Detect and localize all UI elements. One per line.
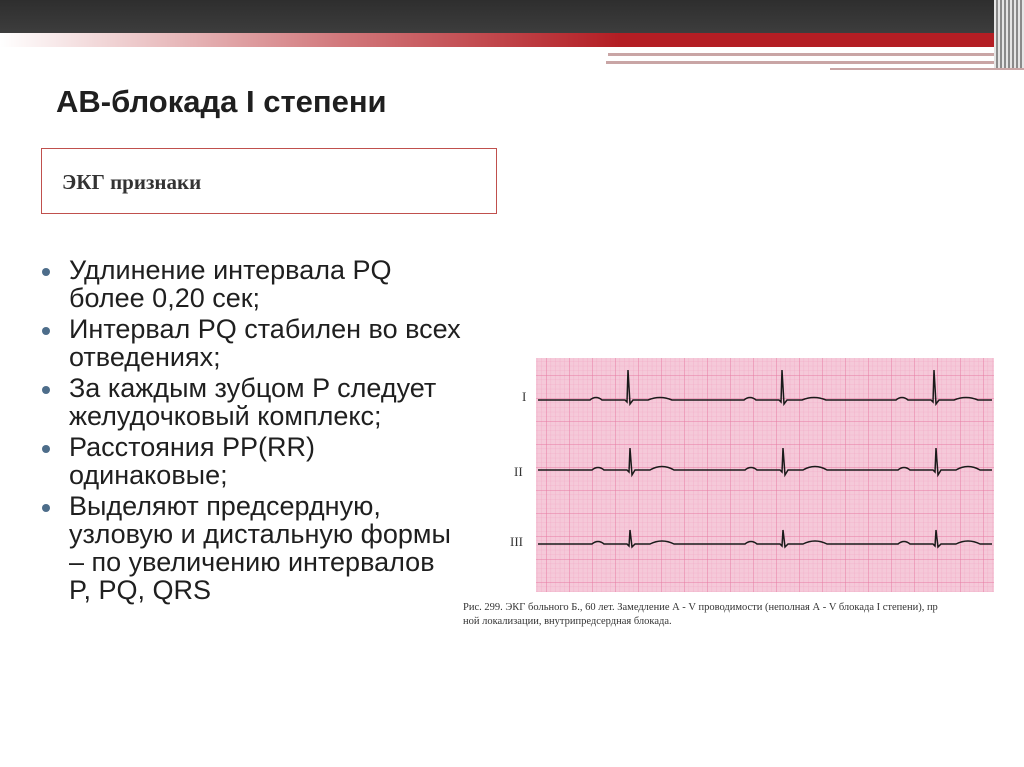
ecg-lead-label: I [522, 389, 527, 404]
bullet-list [42, 256, 462, 607]
ecg-grid-lines [536, 358, 994, 592]
subtitle-box [41, 148, 497, 214]
header-edge-lines [994, 0, 1024, 68]
ecg-figure [500, 352, 1020, 602]
bullet-text: Расстояния PP(RR) одинаковые; [69, 432, 315, 490]
bullet-dot-icon [42, 445, 50, 453]
bullet-dot-icon [42, 386, 50, 394]
subtitle-label: ЭКГ признаки [62, 170, 202, 194]
header-stripe-3 [830, 68, 1024, 70]
bullet-item [42, 374, 462, 430]
header-bar [0, 0, 1024, 33]
header-stripe-1 [608, 53, 1024, 56]
ecg-lead-label: II [514, 464, 523, 479]
bullet-text: За каждым зубцом P следует желудочковый комплекс; [69, 373, 437, 431]
bullet-item [42, 256, 462, 312]
header-stripe-2 [606, 61, 1024, 64]
bullet-item [42, 433, 462, 489]
bullet-text: Выделяют предсердную, узловую и дистальную формы – по увеличению интервалов P, PQ, QRS [69, 491, 451, 605]
ecg-caption: Рис. 299. ЭКГ больного Б., 60 лет. Замедление А - V проводимости (неполная А - V блокада I степени), пр ной локализации, внутрипредсердная блокада. [463, 602, 938, 627]
page-title: АВ-блокада I степени [56, 84, 387, 119]
bullet-dot-icon [42, 268, 50, 276]
bullet-text: Удлинение интервала PQ более 0,20 сек; [69, 255, 392, 313]
header-accent-fade [0, 33, 620, 47]
bullet-item [42, 492, 462, 604]
bullet-dot-icon [42, 504, 50, 512]
ecg-strip [500, 352, 1020, 602]
bullet-item [42, 315, 462, 371]
ecg-lead-label: III [510, 534, 523, 549]
bullet-text: Интервал PQ стабилен во всех отведениях; [69, 314, 461, 372]
bullet-dot-icon [42, 327, 50, 335]
